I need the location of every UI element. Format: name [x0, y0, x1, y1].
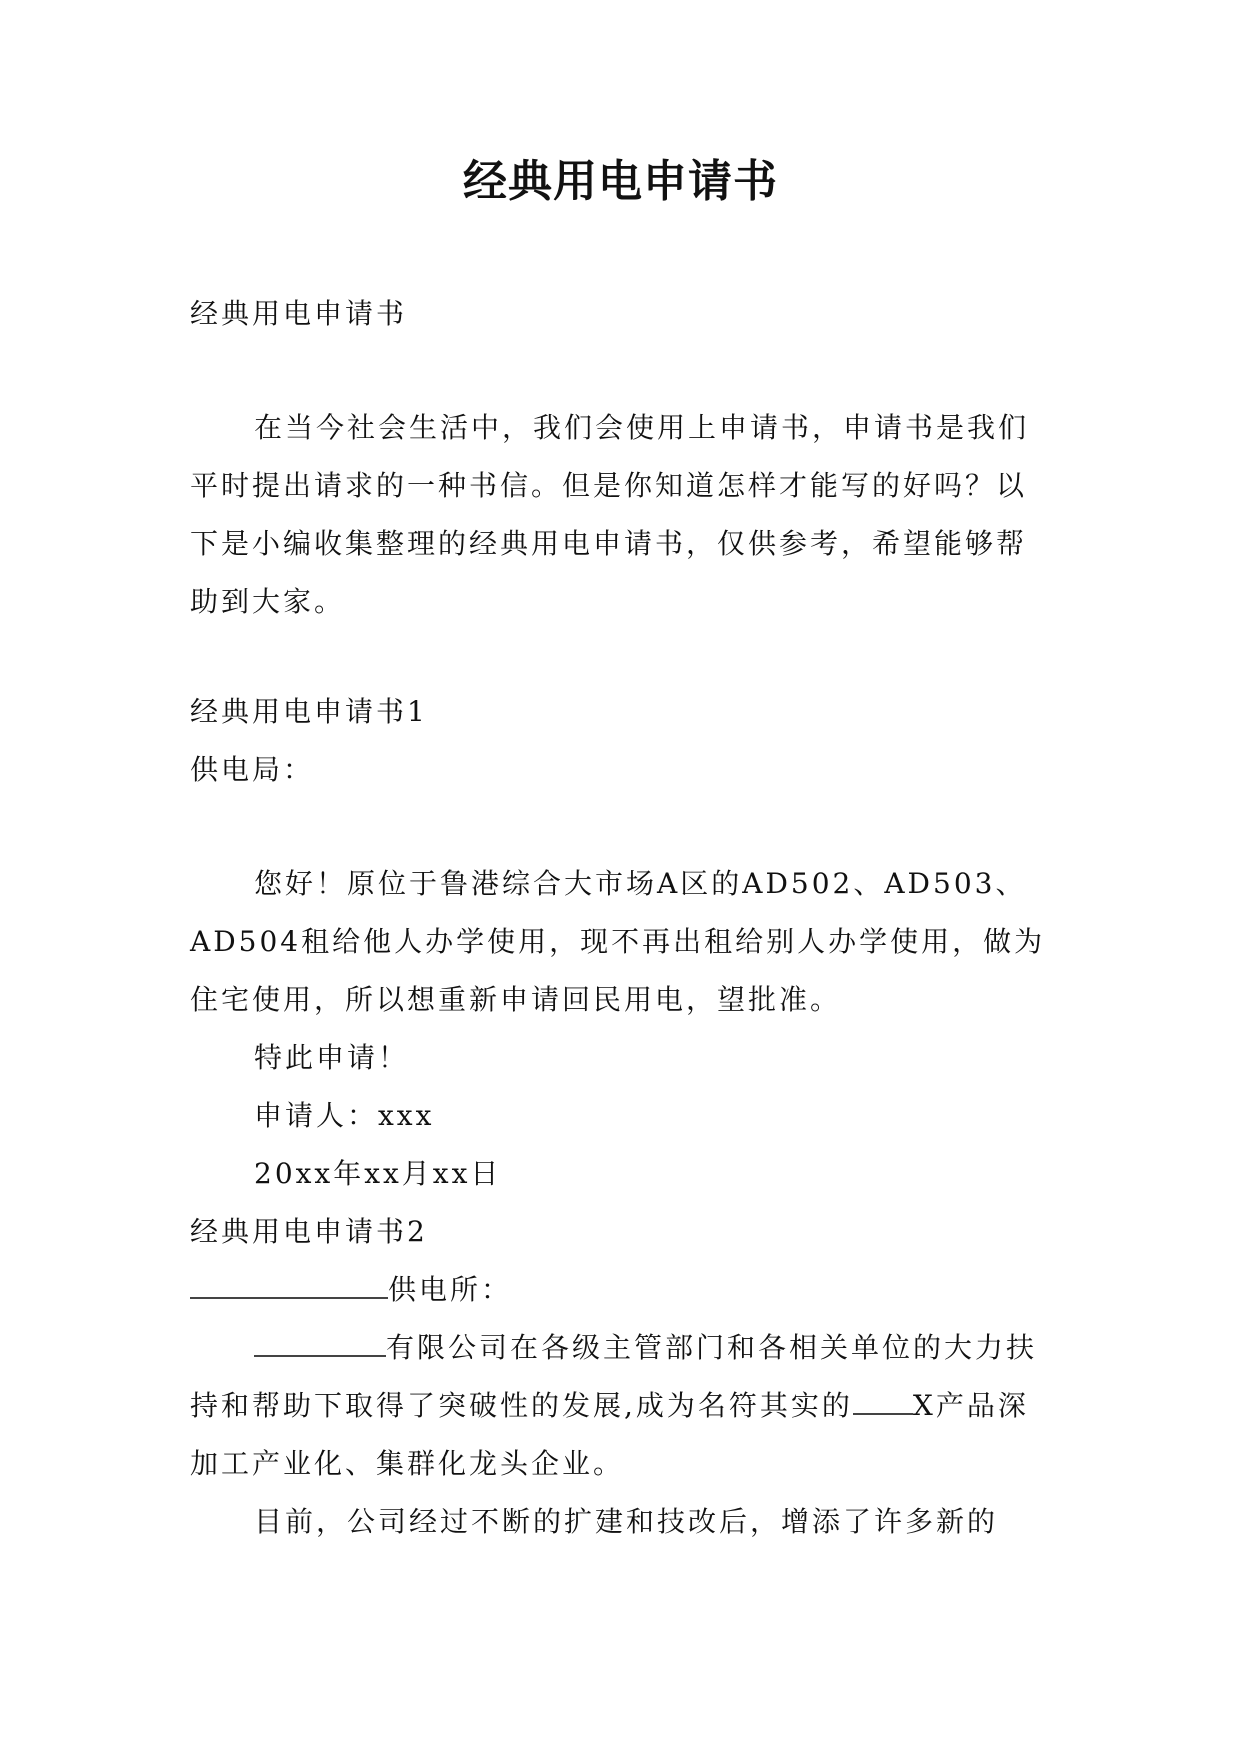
letter1-heading: 经典用电申请书1 — [190, 695, 428, 728]
letter2-salutation-text: 供电所： — [388, 1273, 513, 1306]
letter1-closing: 特此申请！ — [254, 1041, 410, 1074]
letter1-salutation: 供电局： — [190, 753, 315, 786]
letter2-body1 — [190, 1319, 1055, 1493]
letter1-applicant: 申请人：xxx — [254, 1099, 435, 1132]
document-title: 经典用电申请书 — [463, 156, 778, 207]
paragraph-gap — [190, 343, 1055, 399]
letter1-date: 20xx年xx月xx日 — [254, 1157, 502, 1190]
fill-in-blank — [853, 1383, 913, 1415]
fill-in-blank — [254, 1325, 386, 1357]
fill-in-blank — [190, 1267, 388, 1299]
letter2-body1-text-end: X产品深加工产业化、集群化龙头企业。 — [190, 1389, 1029, 1480]
letter2-body1-text: 有限公司在各级主管部门和各相关单位的大力扶持和帮助下取得了突破性的发展,成为名符其实的 — [190, 1331, 1038, 1422]
letter2-salutation — [190, 1261, 1055, 1319]
intro-paragraph: 在当今社会生活中，我们会使用上申请书，申请书是我们平时提出请求的一种书信。但是你知道怎样才能写的好吗？以下是小编收集整理的经典用电申请书，仅供参考，希望能够帮助到大家。 — [190, 411, 1030, 618]
document-body — [190, 285, 1055, 1551]
paragraph-gap — [190, 799, 1055, 855]
document-subtitle: 经典用电申请书 — [190, 297, 408, 330]
letter2-heading: 经典用电申请书2 — [190, 1215, 428, 1248]
letter2-body2: 目前，公司经过不断的扩建和技改后，增添了许多新的 — [254, 1505, 999, 1538]
paragraph-gap — [190, 631, 1055, 683]
letter1-body: 您好！原位于鲁港综合大市场A区的AD502、AD503、AD504租给他人办学使用，现不再出租给别人办学使用，做为住宅使用，所以想重新申请回民用电，望批准。 — [190, 867, 1046, 1016]
